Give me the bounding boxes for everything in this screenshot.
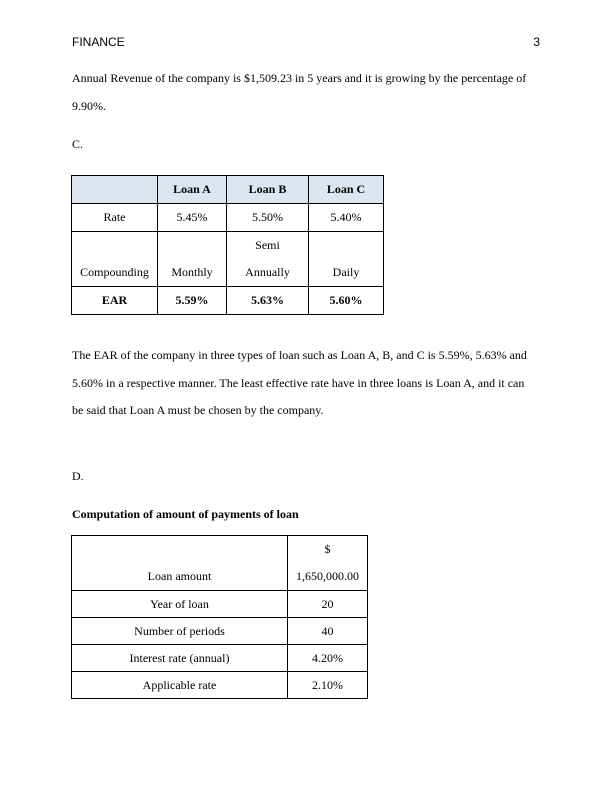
applicable-rate-value: 2.10% xyxy=(288,672,368,699)
payment-heading: Computation of amount of payments of loan xyxy=(72,507,299,521)
interest-rate-value: 4.20% xyxy=(288,645,368,672)
table-row-number-of-periods xyxy=(72,618,368,645)
header-cell-loan-b: Loan B xyxy=(227,176,309,204)
header-cell-loan-a: Loan A xyxy=(158,176,227,204)
header-cell-loan-c: Loan C xyxy=(309,176,384,204)
rate-loan-c: 5.40% xyxy=(309,204,384,232)
compounding-loan-c: Daily xyxy=(332,265,360,279)
table-row-rate xyxy=(72,204,384,232)
intro-line-1: Annual Revenue of the company is $1,509.23 in 5 years and it is growing by the percentage of xyxy=(72,71,527,85)
compounding-label-cell xyxy=(72,232,158,287)
loan-amount-label: Loan amount xyxy=(147,569,212,583)
ear-line-2: 5.60% in a respective manner. The least effective rate have in three loans is Loan A, and it can xyxy=(72,375,525,390)
header-cell-empty xyxy=(72,176,158,204)
section-c-label: C. xyxy=(72,137,84,151)
compounding-loan-a: Monthly xyxy=(171,265,213,279)
rate-label: Rate xyxy=(72,204,158,232)
compounding-loan-b-line2: Annually xyxy=(245,265,290,279)
section-d-label: D. xyxy=(72,469,84,483)
table-header-row xyxy=(72,176,384,204)
page-number: 3 xyxy=(533,35,540,49)
loan-amount-value: 1,650,000.00 xyxy=(296,569,359,583)
year-of-loan-label: Year of loan xyxy=(72,591,288,618)
rate-loan-a: 5.45% xyxy=(158,204,227,232)
ear-line-1: The EAR of the company in three types of loan such as Loan A, B, and C is 5.59%, 5.63% and xyxy=(72,348,527,362)
compounding-loan-c-cell xyxy=(309,232,384,287)
loan-comparison-table xyxy=(71,175,384,315)
intro-paragraph xyxy=(72,65,542,120)
compounding-label: Compounding xyxy=(80,265,149,279)
table-row-compounding xyxy=(72,232,384,287)
rate-loan-b: 5.50% xyxy=(227,204,309,232)
applicable-rate-label: Applicable rate xyxy=(72,672,288,699)
compounding-loan-b-cell xyxy=(227,232,309,287)
interest-rate-label: Interest rate (annual) xyxy=(72,645,288,672)
table-row-interest-rate xyxy=(72,645,368,672)
table-row-ear xyxy=(72,287,384,315)
intro-line-2: 9.90%. xyxy=(72,98,106,113)
ear-label: EAR xyxy=(72,287,158,315)
loan-amount-label-cell xyxy=(72,536,288,591)
ear-line-3: be said that Loan A must be chosen by the company. xyxy=(72,403,324,418)
ear-loan-c: 5.60% xyxy=(309,287,384,315)
ear-loan-a: 5.59% xyxy=(158,287,227,315)
loan-amount-currency: $ xyxy=(324,542,331,556)
compounding-loan-b-line1: Semi xyxy=(255,238,280,252)
ear-loan-b: 5.63% xyxy=(227,287,309,315)
loan-payment-table xyxy=(71,535,368,699)
number-of-periods-label: Number of periods xyxy=(72,618,288,645)
year-of-loan-value: 20 xyxy=(288,591,368,618)
table-row-applicable-rate xyxy=(72,672,368,699)
table-row-year-of-loan xyxy=(72,591,368,618)
ear-paragraph xyxy=(72,342,542,425)
compounding-loan-a-cell xyxy=(158,232,227,287)
number-of-periods-value: 40 xyxy=(288,618,368,645)
running-header-title: FINANCE xyxy=(72,35,125,49)
table-row-loan-amount xyxy=(72,536,368,591)
loan-amount-value-cell xyxy=(288,536,368,591)
